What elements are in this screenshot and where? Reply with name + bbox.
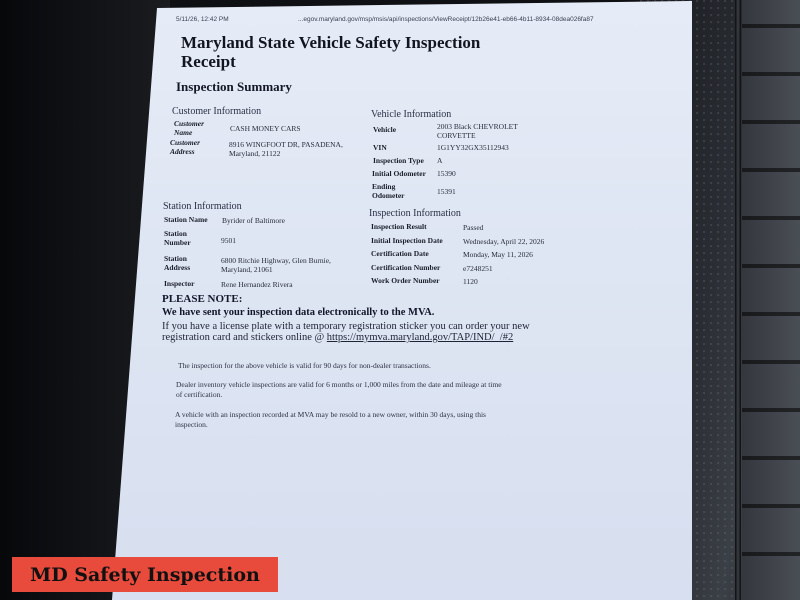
station-number-label-line2: Number [164,238,191,247]
station-number-label-line1: Station [164,229,187,238]
ending-odometer-label-line2: Odometer [372,191,405,200]
dealer-paragraph-line2: of certification. [176,390,223,399]
inspection-result-label: Inspection Result [371,222,427,231]
customer-address-value [229,140,343,158]
station-address-line1: 6800 Ritchie Highway, Glen Burnie, [221,256,331,265]
vin-value: 1G1YY32GX35112943 [437,143,509,152]
station-address-label-line2: Address [164,263,191,272]
ending-odometer-label-line1: Ending [372,182,396,191]
inspector-value: Rene Hernandez Rivera [221,280,293,289]
inspection-type-value: A [437,156,443,165]
ending-odometer-value: 15391 [437,187,456,196]
initial-odometer-value: 15390 [437,169,456,178]
registration-notice-prefix: registration card and stickers online @ [162,332,327,343]
station-number-value: 9501 [221,236,236,245]
customer-name-label [174,119,204,137]
customer-name-label-line1: Customer [174,119,205,128]
mymva-link[interactable]: https://mymva.maryland.gov/TAP/IND/_/#2 [326,332,514,343]
initial-odometer-label: Initial Odometer [372,169,426,178]
license-plate-notice: If you have a license plate with a temporary registration sticker you can order your new [162,321,530,332]
dealer-paragraph [176,380,502,400]
please-note-heading: PLEASE NOTE: [162,293,243,305]
work-order-value: 1120 [463,277,478,286]
certification-date-value: Monday, May 11, 2026 [463,250,533,259]
summary-heading: Inspection Summary [176,79,292,94]
initial-inspection-date-value: Wednesday, April 22, 2026 [463,237,545,246]
vehicle-heading: Vehicle Information [371,109,452,120]
inspection-heading: Inspection Information [369,208,461,219]
station-heading: Station Information [163,201,242,212]
station-address-label [164,254,190,272]
resale-paragraph-line1: A vehicle with an inspection recorded at MVA may be resold to a new owner, within 30 days, using this [175,410,486,419]
inspection-result-value: Passed [463,223,484,232]
customer-name-label-line2: Name [174,128,193,137]
work-order-label: Work Order Number [371,276,440,285]
document-title [181,33,480,71]
certification-number-value: e7248251 [463,264,493,273]
print-timestamp: 5/11/26, 12:42 PM [176,16,229,23]
customer-address-line1: 8916 WINGFOOT DR, PASADENA, [229,140,343,149]
customer-name-value: CASH MONEY CARS [230,124,301,133]
station-name-label: Station Name [164,215,208,224]
dealer-paragraph-line1: Dealer inventory vehicle inspections are valid for 6 months or 1,000 miles from the date and mileage at time [176,380,502,389]
vehicle-value-line1: 2003 Black CHEVROLET [437,122,518,131]
station-name-value: Byrider of Baltimore [222,216,285,225]
resale-paragraph-line2: inspection. [175,420,208,429]
caption-badge-label: MD Safety Inspection [30,563,260,586]
document-title-line1: Maryland State Vehicle Safety Inspection [181,33,481,52]
vehicle-value-line2: CORVETTE [437,131,476,140]
customer-address-label-line1: Customer [170,138,201,147]
inspector-label: Inspector [164,279,195,288]
resale-paragraph [175,410,486,430]
inspection-type-label: Inspection Type [373,156,424,165]
customer-address-line2: Maryland, 21122 [229,149,281,158]
vin-label: VIN [373,143,387,152]
station-number-label [164,229,191,247]
registration-notice [162,332,513,344]
station-address-value [221,256,331,274]
vehicle-label: Vehicle [373,125,397,134]
mva-sent-notice: We have sent your inspection data electronically to the MVA. [162,307,435,318]
vehicle-value [437,122,518,140]
certification-date-label: Certification Date [371,249,429,258]
document-title-line2: Receipt [181,52,236,71]
station-address-label-line1: Station [164,254,187,263]
customer-address-label-line2: Address [170,147,195,156]
station-address-line2: Maryland, 21061 [221,265,273,274]
print-url: ...egov.maryland.gov/msp/msis/api/inspections/ViewReceipt/12b26e41-eb66-4b11-8934-08dea026fa87 [298,16,594,23]
customer-heading: Customer Information [172,106,262,117]
caption-badge [12,557,278,592]
ending-odometer-label [372,182,405,200]
initial-inspection-date-label: Initial Inspection Date [371,236,443,245]
certification-number-label: Certification Number [371,263,441,272]
customer-address-label [170,138,200,156]
validity-paragraph: The inspection for the above vehicle is valid for 90 days for non-dealer transactions. [178,361,431,370]
